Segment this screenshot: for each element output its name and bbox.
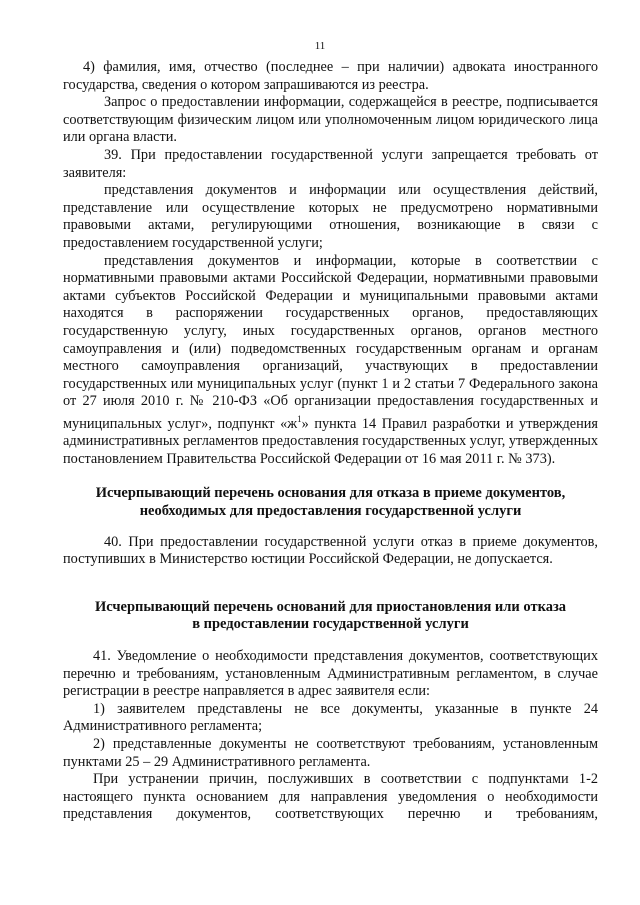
paragraph-40: 40. При предоставлении государственной услуги отказ в приеме документов, поступивших в Министерство юстиции Российской Федерации, не допускается.	[63, 533, 598, 568]
paragraph-39-a: представления документов и информации или осуществления действий, представление или осуществление которых не предусмотрено нормативными правовыми актами, регулирующими отношения, возникающие в связи с предоставлением государственной услуги;	[63, 182, 598, 251]
paragraph-39-b-text: представления документов и информации, которые в соответствии с нормативными правовыми актами Российской Федерации, нормативными правовыми актами субъектов Российской Федерации и муниципальными правовыми актами находятся в распоряжении государственных органов, предоставляющих государственную услугу, иных государственных органов, органов местного самоуправления и (или) подведомственных государственным органам и органам местного самоуправления организаций, участвующих в предоставлении государственных или муниципальных услуг (пункт 1 и 2 статьи 7 Федерального закона от 27 июля 2010 г. № 210-ФЗ «Об организации предоставления государственных и муниципальных услуг», подпункт «ж	[63, 252, 598, 432]
paragraph-item-4: 4) фамилия, имя, отчество (последнее – при наличии) адвоката иностранного государства, сведения о котором запрашиваются из реестра.	[63, 59, 598, 93]
paragraph-39-b	[63, 253, 598, 469]
page-number: 11	[314, 40, 326, 52]
document-body	[63, 59, 598, 824]
section-heading-2-line-2: в предоставлении государственной услуги	[192, 616, 469, 633]
paragraph-39: 39. При предоставлении государственной услуги запрещается требовать от заявителя:	[63, 146, 598, 181]
paragraph-41-continuation: При устранении причин, послуживших в соответствии с подпунктами 1-2 настоящего пункта основанием для направления уведомления о необходимости представления документов, соответствующих перечню и требованиям,	[63, 771, 598, 823]
paragraph-request: Запрос о предоставлении информации, содержащейся в реестре, подписывается соответствующим физическим лицом или уполномоченным лицом юридического лица или органа власти.	[63, 94, 598, 146]
superscript: 1	[297, 413, 302, 424]
section-heading-1-line-2: необходимых для предоставления государственной услуги	[139, 503, 522, 520]
paragraph-41: 41. Уведомление о необходимости представления документов, соответствующих перечню и требованиям, установленным Административным регламентом, в случае регистрации в реестре направляется в адрес заявителя если:	[63, 647, 598, 700]
paragraph-39-b-end: » пункта 14 Правил разработки и утверждения административных регламентов предоставления государственных услуг, утвержденных постановлением Правительства Российской Федерации от 16 мая 2011 г. № 373).	[63, 415, 598, 467]
section-heading-2-line-1: Исчерпывающий перечень оснований для приостановления или отказа	[94, 598, 567, 615]
section-heading-1-line-1: Исчерпывающий перечень основания для отказа в приеме документов,	[95, 485, 566, 502]
paragraph-41-2: 2) представленные документы не соответствуют требованиям, установленным пунктами 25 – 29 Административного регламента.	[63, 735, 598, 770]
paragraph-41-1: 1) заявителем представлены не все документы, указанные в пункте 24 Административного регламента;	[63, 700, 598, 735]
